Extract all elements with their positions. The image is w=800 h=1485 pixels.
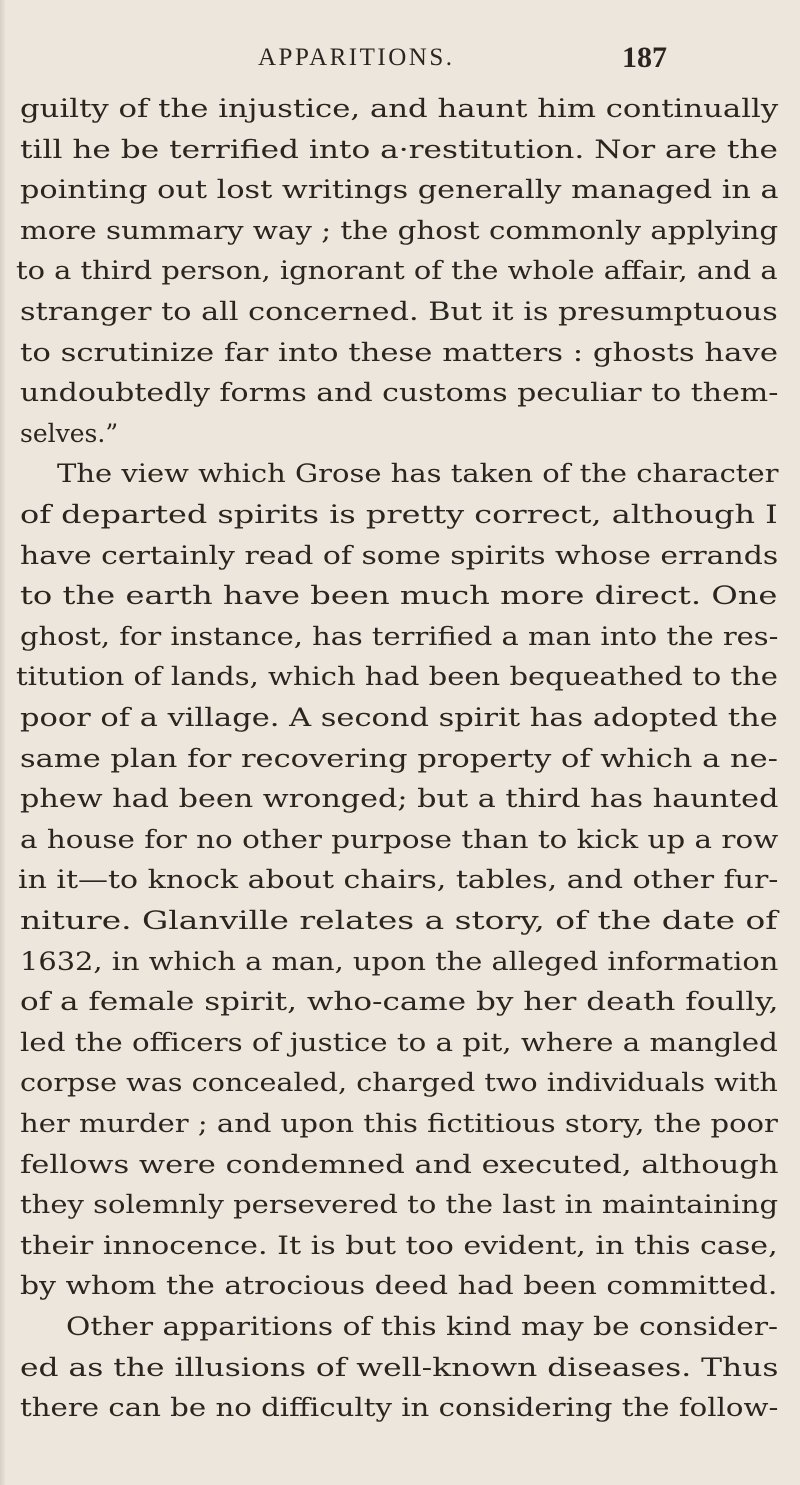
text-line: of departed spirits is pretty correct, although I: [20, 500, 778, 529]
text-line: phew had been wronged; but a third has haunted: [20, 784, 779, 814]
text-line: ghost, for instance, has terrified a man into the res-: [20, 621, 779, 651]
page-number: 187: [622, 41, 667, 74]
text-line: Other apparitions of this kind may be consider-: [66, 1312, 779, 1341]
text-line: stranger to all concerned. But it is presumptuous: [20, 297, 778, 326]
text-line: led the officers of justice to a pit, where a mangled: [20, 1027, 778, 1057]
text-line: selves.”: [20, 418, 119, 448]
running-head: [258, 41, 728, 84]
text-line: to the earth have been much more direct. One: [20, 581, 778, 611]
text-line: guilty of the injustice, and haunt him continually: [20, 94, 779, 123]
text-line: a house for no other purpose than to kick up a row: [20, 824, 779, 854]
text-line: by whom the atrocious deed had been committed.: [20, 1271, 778, 1301]
text-line: to scrutinize far into these matters : ghosts have: [20, 337, 779, 367]
page-edge: [0, 0, 6, 1485]
text-line: in it—to knock about chairs, tables, and other fur-: [18, 865, 779, 895]
text-line: titution of lands, which had been bequeathed to the: [16, 662, 778, 692]
text-line: poor of a village. A second spirit has adopted the: [20, 703, 778, 732]
text-line: The view which Grose has taken of the character: [57, 459, 779, 489]
text-line: to a third person, ignorant of the whole affair, and a: [16, 256, 778, 286]
text-line: niture. Glanville relates a story, of the date of: [20, 906, 778, 935]
text-line: till he be terrified into a·restitution. Nor are the: [20, 134, 778, 164]
text-line: 1632, in which a man, upon the alleged information: [20, 946, 779, 976]
text-line: undoubtedly forms and customs peculiar to them-: [20, 378, 779, 408]
text-line: fellows were condemned and executed, although: [20, 1149, 779, 1179]
text-line: their innocence. It is but too evident, in this case,: [20, 1230, 778, 1260]
running-title: APPARITIONS.: [258, 44, 455, 71]
text-line: corpse was concealed, charged two individuals with: [20, 1068, 778, 1098]
text-line: more summary way ; the ghost commonly applying: [20, 215, 779, 245]
text-line: have certainly read of some spirits whose errands: [20, 540, 779, 570]
text-line: of a female spirit, who-came by her death foully,: [20, 987, 779, 1017]
text-line: her murder ; and upon this fictitious story, the poor: [20, 1109, 778, 1138]
text-line: they solemnly persevered to the last in maintaining: [20, 1190, 779, 1220]
text-line: there can be no difficulty in considering the follow-: [20, 1393, 779, 1423]
text-line: same plan for recovering property of which a ne-: [20, 743, 778, 773]
text-line: ed as the illusions of well-known diseases. Thus: [20, 1352, 779, 1382]
text-line: pointing out lost writings generally managed in a: [20, 175, 779, 205]
